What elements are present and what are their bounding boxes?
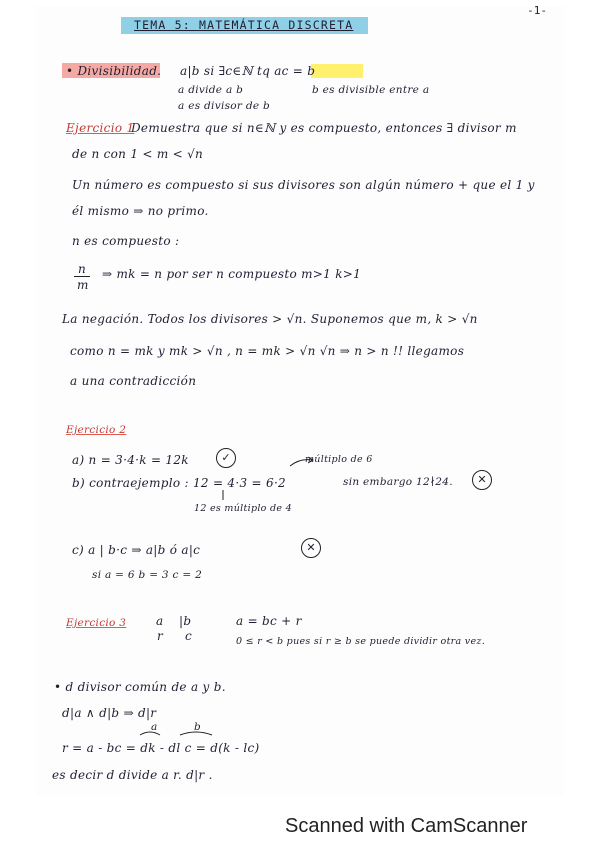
fraction-denominator: m [77,278,89,292]
multiplo-6-note: múltiplo de 6 [305,454,373,465]
divisibilidad-label: • Divisibilidad. [66,64,162,78]
remainder-condition: 0 ≤ r < b pues si r ≥ b se puede dividir otra vez. [236,636,486,647]
reading-divides: a divide a b [178,84,244,96]
ejercicio1-line-7: a una contradicción [70,374,197,388]
correct-check-mark: ✓ [216,448,236,468]
ejercicio2-part-b: b) contraejemplo : 12 = 4·3 = 6·2 [72,476,286,490]
reading-divisible: b es divisible entre a [312,84,430,96]
division-divisor: |b [179,614,192,628]
ejercicio1-line-1: Un número es compuesto si sus divisores son algún número + que el 1 y [72,178,535,192]
brace-label-b: b [194,721,202,733]
ejercicio2-part-c: c) a | b·c ⇒ a|b ó a|c [72,543,201,557]
page-title: TEMA 5: MATEMÁTICA DISCRETA [134,18,354,32]
ejercicio2-part-a: a) n = 3·4·k = 12k [72,453,189,467]
divisibility-definition: a|b si ∃c∈ℕ tq ac = b [180,64,316,78]
camscanner-watermark: Scanned with CamScanner [285,815,528,837]
ejercicio1-line-2: él mismo ⇒ no primo. [72,204,209,218]
ejercicio2-c-example: si a = 6 b = 3 c = 2 [92,569,203,581]
ejercicio3-line-4: es decir d divide a r. d|r . [52,768,213,782]
sin-embargo-note: sin embargo 12∤24. [343,476,453,488]
division-dividend: a [156,614,164,628]
wrong-x-mark-c: ✕ [301,538,321,558]
ejercicio1-line-5: La negación. Todos los divisores > √n. Suponemos que m, k > √n [62,312,478,326]
ejercicio1-label: Ejercicio 1 [66,121,135,135]
fraction-numerator: n [78,262,87,276]
page-number: -1- [527,4,547,17]
ejercicio1-line-3: n es compuesto : [72,234,180,248]
division-equation: a = bc + r [236,614,302,628]
brace-b-icon [180,732,212,735]
ejercicio1-line-4: ⇒ mk = n por ser n compuesto m>1 k>1 [102,267,362,281]
brace-a-icon [140,732,160,735]
ejercicio2-label: Ejercicio 2 [66,424,127,436]
ejercicio1-statement: Demuestra que si n∈ℕ y es compuesto, entonces ∃ divisor m [131,121,517,135]
multiplo-4-note: 12 es múltiplo de 4 [194,503,292,514]
ejercicio1-line-6: como n = mk y mk > √n , n = mk > √n √n ⇒ n > n !! llegamos [70,344,465,358]
ejercicio3-line-3: r = a - bc = dk - dl c = d(k - lc) [62,741,260,755]
reading-divisor: a es divisor de b [178,100,271,112]
brace-label-a: a [151,721,158,733]
wrong-x-mark-b: ✕ [472,470,492,490]
ejercicio3-line-2: d|a ∧ d|b ⇒ d|r [62,706,157,720]
division-remainder: r [157,629,164,643]
ejercicio1-statement-2: de n con 1 < m < √n [72,147,204,161]
ejercicio3-label: Ejercicio 3 [66,617,127,629]
division-quotient: c [185,629,193,643]
ejercicio3-line-1: • d divisor común de a y b. [54,680,226,694]
